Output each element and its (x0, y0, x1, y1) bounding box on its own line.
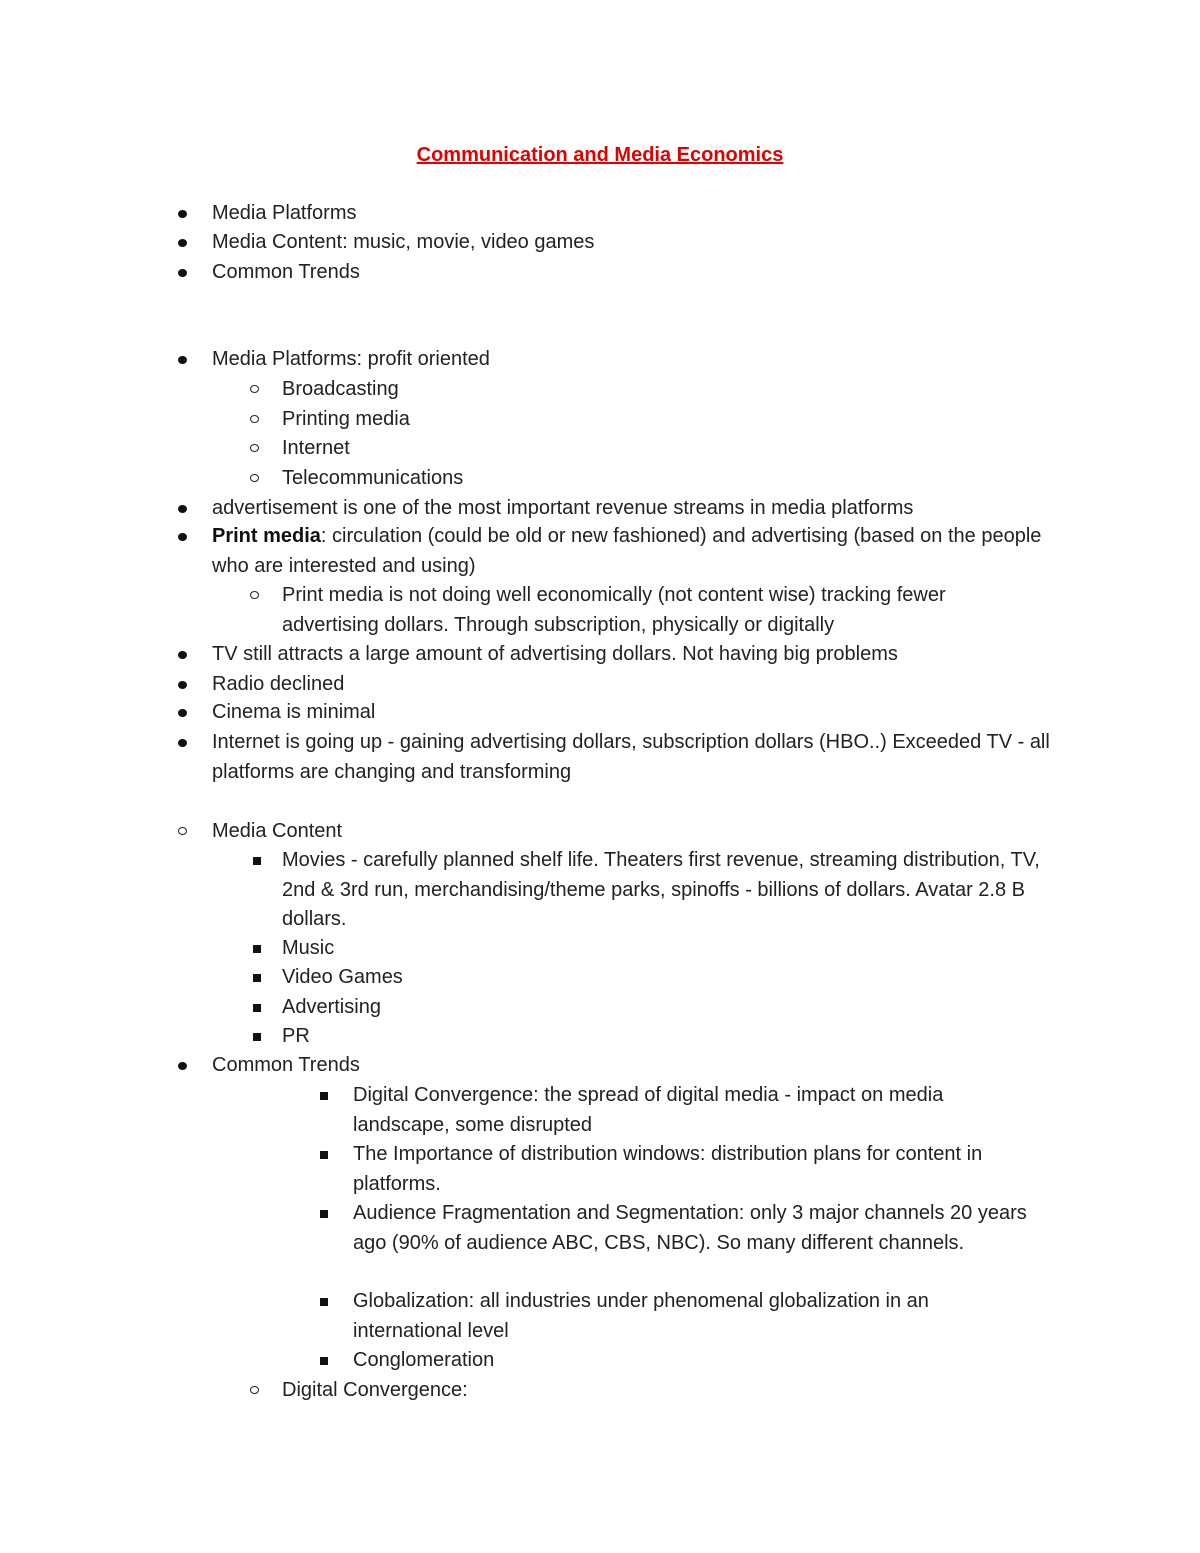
list-item-text: Internet (282, 437, 350, 459)
list-item-text: The Importance of distribution windows: distribution plans for content in platforms. (353, 1143, 983, 1195)
list-item (178, 1051, 1058, 1081)
bullet-disc-icon (178, 269, 187, 277)
bullet-square-icon (253, 857, 261, 865)
list-item-text: Audience Fragmentation and Segmentation: only 3 major channels 20 years ago (90% of audience ABC, CBS, NBC). So many different channels. (353, 1202, 1027, 1254)
list-item (178, 728, 1058, 787)
list-item-text: Telecommunications (282, 467, 464, 489)
list-item (178, 640, 1058, 670)
list-item-text (212, 522, 1048, 581)
bullet-square-icon (320, 1298, 328, 1306)
list-item (178, 199, 1058, 229)
list-item (250, 375, 1050, 405)
list-item (250, 405, 1050, 435)
list-item (250, 1022, 1050, 1052)
bullet-disc-icon (178, 239, 187, 247)
list-item-text: Media Content (212, 820, 343, 842)
list-item-text: Movies - carefully planned shelf life. Theaters first revenue, streaming distribution, TV, 2nd & 3rd run, merchandising/theme parks, spinoffs - billions of dollars. Avatar 2.8 B dollars. (282, 849, 1040, 930)
list-item (320, 1081, 1040, 1140)
bullet-square-icon (320, 1092, 328, 1100)
list-item (250, 963, 1050, 993)
bullet-disc-icon (178, 533, 187, 541)
list-item-text: Globalization: all industries under phenomenal globalization in an international level (353, 1290, 929, 1342)
print-media-label: Print media (212, 525, 321, 547)
list-item (250, 934, 1050, 964)
list-item (178, 698, 1058, 728)
bullet-circle-icon (250, 474, 259, 482)
list-item-text: Internet is going up - gaining advertising dollars, subscription dollars (HBO..) Exceeded TV - all platforms are changing and transforming (212, 731, 1050, 783)
list-item-text: Cinema is minimal (212, 701, 376, 723)
list-item-text: Music (282, 937, 335, 959)
list-item-text: Media Platforms: profit oriented (212, 348, 490, 370)
bullet-disc-icon (178, 505, 187, 513)
list-item-text: TV still attracts a large amount of advertising dollars. Not having big problems (212, 643, 898, 665)
bullet-square-icon (320, 1151, 328, 1159)
list-item-text: Common Trends (212, 261, 360, 283)
bullet-disc-icon (178, 739, 187, 747)
list-item (320, 1199, 1040, 1258)
list-item (320, 1287, 1040, 1346)
list-item-text: Broadcasting (282, 378, 399, 400)
list-item (320, 1140, 1040, 1199)
bullet-disc-icon (178, 681, 187, 689)
list-item (178, 228, 1058, 258)
bullet-square-icon (320, 1210, 328, 1218)
bullet-circle-icon (250, 444, 259, 452)
list-item-text: Video Games (282, 966, 403, 988)
bullet-square-icon (253, 1033, 261, 1041)
list-item-text: Printing media (282, 408, 410, 430)
list-item (250, 1376, 1050, 1406)
list-item (250, 581, 1030, 640)
list-item-text: advertisement is one of the most important revenue streams in media platforms (212, 497, 914, 519)
bullet-circle-icon (250, 591, 259, 599)
list-item (178, 258, 1058, 288)
document-title: Communication and Media Economics (416, 144, 784, 166)
list-item (320, 1346, 1040, 1376)
print-media-text: : circulation (could be old or new fashioned) and advertising (based on the people who are interested and using) (212, 525, 1042, 577)
bullet-circle-icon (178, 827, 187, 835)
list-item (250, 846, 1050, 935)
list-item (250, 464, 1050, 494)
bullet-square-icon (253, 1004, 261, 1012)
list-item (178, 817, 1058, 847)
bullet-circle-icon (250, 415, 259, 423)
bullet-circle-icon (250, 385, 259, 393)
list-item-text: Media Platforms (212, 202, 357, 224)
list-item (178, 522, 1048, 581)
list-item-text: Print media is not doing well economically (not content wise) tracking fewer advertising dollars. Through subscription, physically or digitally (282, 584, 946, 636)
list-item-text: Radio declined (212, 673, 345, 695)
list-item-text: Digital Convergence: the spread of digital media - impact on media landscape, some disrupted (353, 1084, 944, 1136)
list-item (178, 670, 1058, 700)
list-item (250, 434, 1050, 464)
list-item-text: Common Trends (212, 1054, 360, 1076)
bullet-disc-icon (178, 709, 187, 717)
list-item (250, 993, 1050, 1023)
list-item (178, 494, 1058, 524)
bullet-disc-icon (178, 210, 187, 218)
bullet-circle-icon (250, 1386, 259, 1394)
bullet-square-icon (253, 945, 261, 953)
bullet-disc-icon (178, 651, 187, 659)
bullet-square-icon (253, 974, 261, 982)
list-item-text: Advertising (282, 996, 381, 1018)
list-item (178, 345, 1058, 375)
bullet-square-icon (320, 1357, 328, 1365)
bullet-disc-icon (178, 356, 187, 364)
list-item-text: Digital Convergence: (282, 1379, 468, 1401)
bullet-disc-icon (178, 1062, 187, 1070)
list-item-text: PR (282, 1025, 310, 1047)
list-item-text: Media Content: music, movie, video games (212, 231, 595, 253)
list-item-text: Conglomeration (353, 1349, 495, 1371)
